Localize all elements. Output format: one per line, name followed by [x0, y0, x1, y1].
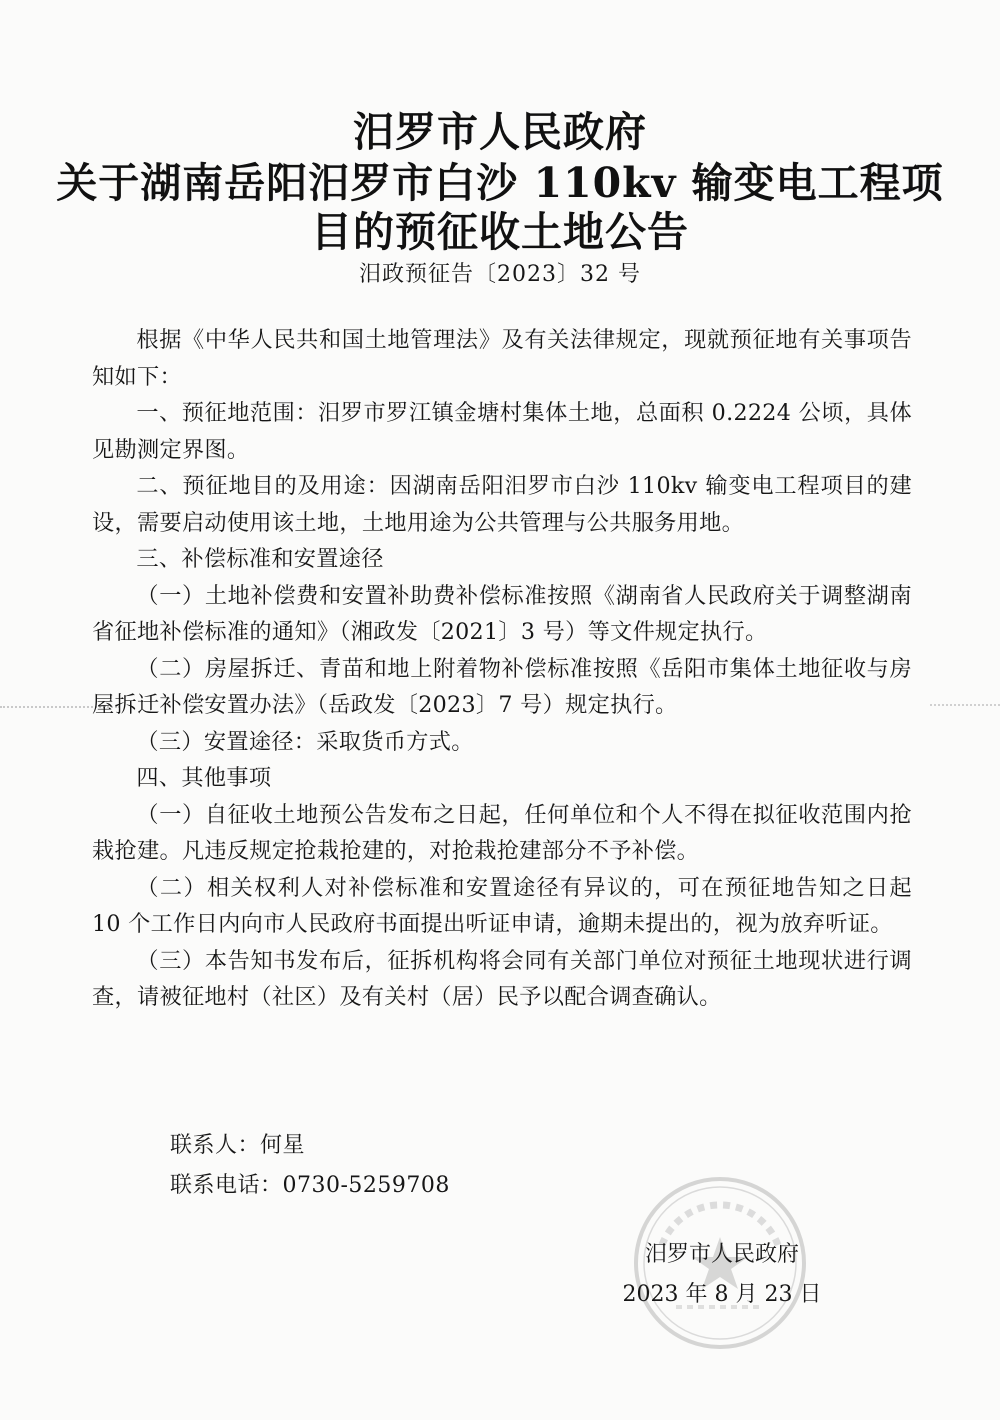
section-4-item-2: （二）相关权利人对补偿标准和安置途径有异议的，可在预征地告知之日起 10 个工作日内向市人民政府书面提出听证申请，逾期未提出的，视为放弃听证。 [92, 874, 912, 937]
title-line-2: 关于湖南岳阳汨罗市白沙 110kv 输变电工程项 [56, 159, 944, 207]
section-2-purpose: 二、预征地目的及用途：因湖南岳阳汨罗市白沙 110kv 输变电工程项目的建设，需要启动使用该土地，土地用途为公共管理与公共服务用地。 [92, 473, 912, 536]
signature-block [612, 1235, 832, 1315]
title-line-3: 目的预征收土地公告 [311, 208, 689, 256]
document-number: 汨政预征告〔2023〕32 号 [359, 262, 641, 287]
notice-body [92, 322, 912, 1016]
section-4-heading: 四、其他事项 [136, 765, 272, 791]
section-3-item-3: （三）安置途径：采取货币方式。 [136, 728, 474, 755]
section-4-item-3: （三）本告知书发布后，征拆机构将会同有关部门单位对预征土地现状进行调查，请被征地村（社区）及有关村（居）民予以配合调查确认。 [92, 947, 912, 1010]
issuer-name: 汨罗市人民政府 [644, 1242, 799, 1267]
contact-phone: 联系电话：0730-5259708 [170, 1173, 450, 1198]
title-line-1: 汨罗市人民政府 [353, 108, 647, 156]
section-4-item-1: （一）自征收土地预公告发布之日起，任何单位和个人不得在拟征收范围内抢栽抢建。凡违反规定抢栽抢建的，对抢栽抢建部分不予补偿。 [92, 801, 912, 864]
section-1-scope: 一、预征地范围：汨罗市罗江镇金塘村集体土地，总面积 0.2224 公顷，具体见勘测定界图。 [92, 400, 912, 463]
contact-block [170, 1126, 450, 1206]
section-3-heading: 三、补偿标准和安置途径 [136, 546, 384, 572]
intro-paragraph: 根据《中华人民共和国土地管理法》及有关法律规定，现就预征地有关事项告知如下： [92, 327, 912, 390]
issue-date: 2023 年 8 月 23 日 [622, 1282, 822, 1307]
section-3-item-1: （一）土地补偿费和安置补助费补偿标准按照《湖南省人民政府关于调整湖南省征地补偿标准的通知》（湘政发〔2021〕3 号）等文件规定执行。 [92, 582, 912, 645]
contact-person: 联系人：何星 [170, 1133, 306, 1158]
scan-artifact-right [930, 704, 1000, 708]
section-3-item-2: （二）房屋拆迁、青苗和地上附着物补偿标准按照《岳阳市集体土地征收与房屋拆迁补偿安置办法》（岳政发〔2023〕7 号）规定执行。 [92, 655, 912, 718]
